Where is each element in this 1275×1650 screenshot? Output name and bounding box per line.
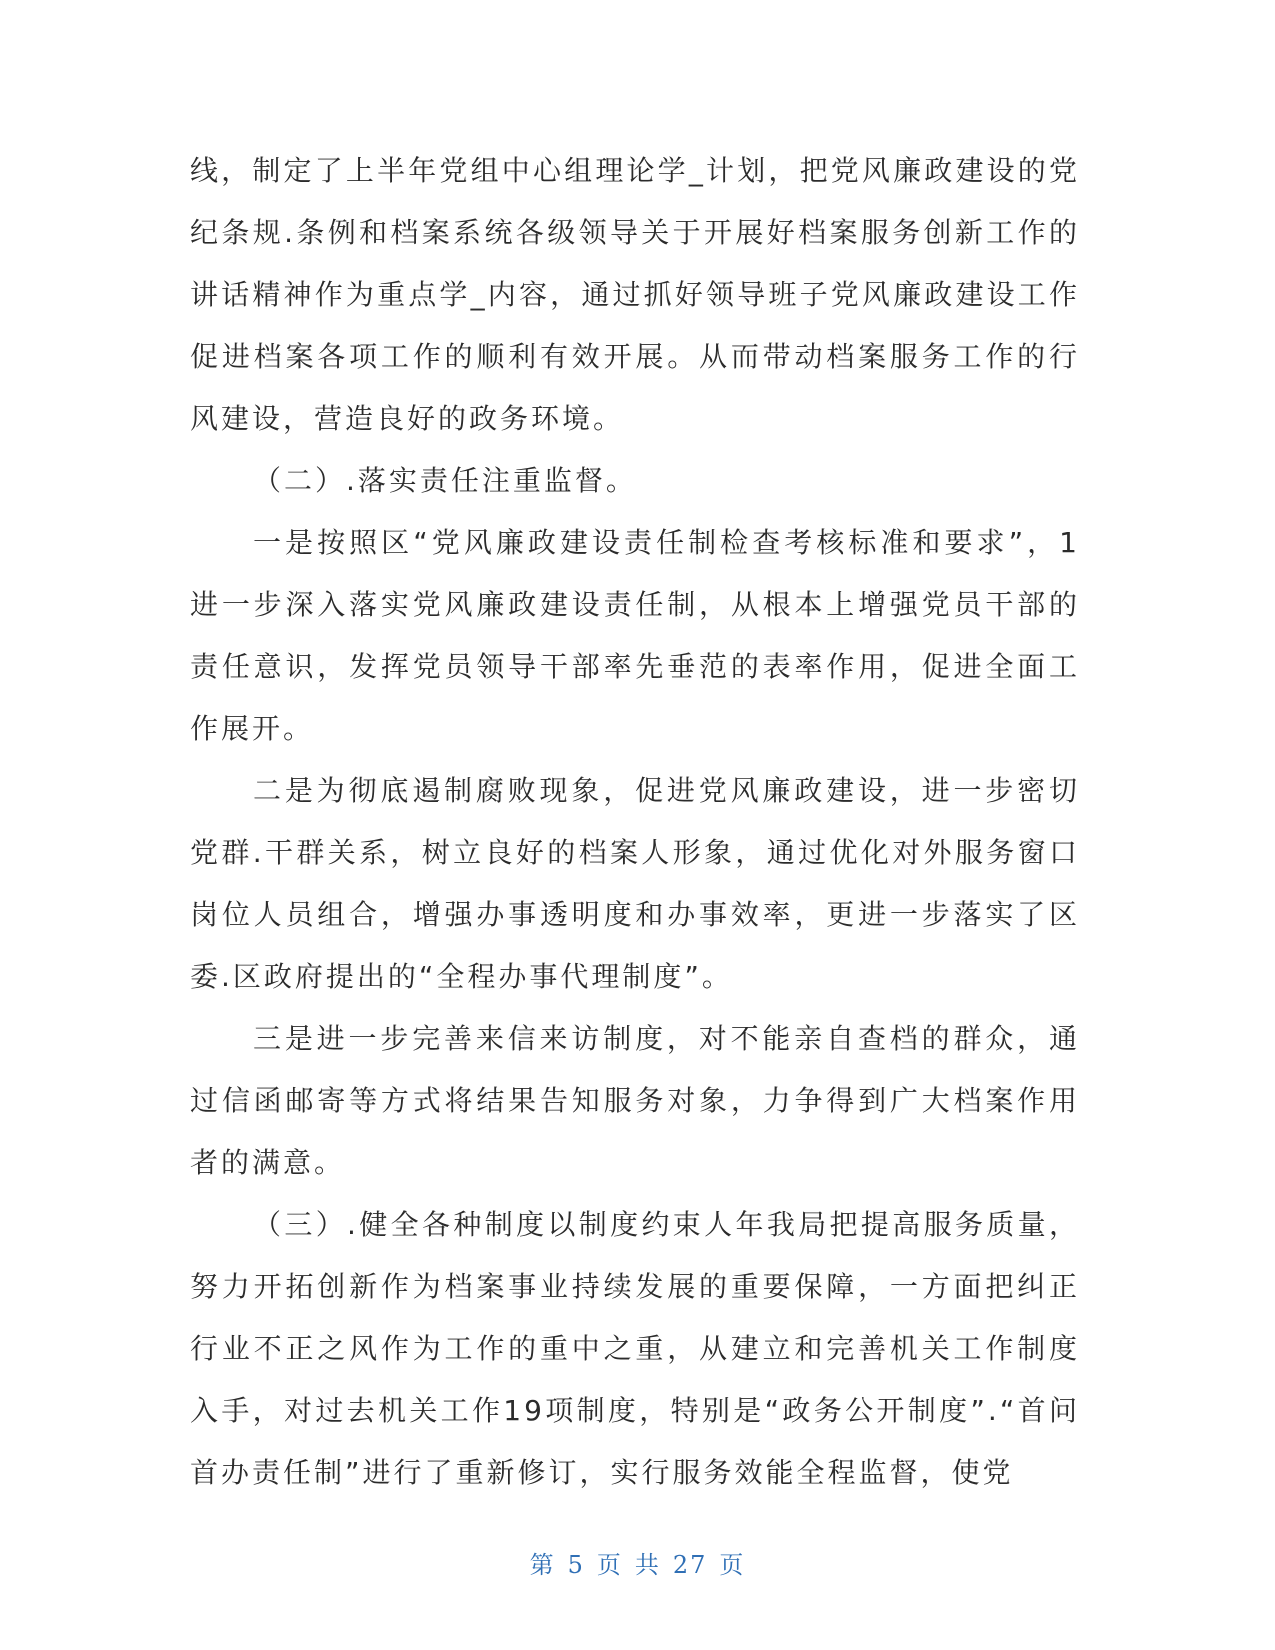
footer-total-pages: 27 (672, 1551, 708, 1579)
paragraph-item-three: 三是进一步完善来信来访制度，对不能亲自查档的群众，通过信函邮寄等方式将结果告知服务对象，力争得到广大档案作用者的满意。 (190, 1022, 1080, 1179)
footer-current-page: 5 (567, 1551, 585, 1579)
footer-total-label: 共 (634, 1551, 661, 1579)
paragraph-item-one: 一是按照区“党风廉政建设责任制检查考核标准和要求”，1进一步深入落实党风廉政建设责任制，从根本上增强党员干部的责任意识，发挥党员领导干部率先垂范的表率作用，促进全面工作展开。 (190, 526, 1080, 745)
section-heading-three: （三）.健全各种制度以制度约束人年我局把提高服务质量，努力开拓创新作为档案事业持续发展的重要保障，一方面把纠正行业不正之风作为工作的重中之重，从建立和完善机关工作制度入手，对过去机关工作19项制度，特别是“政务公开制度”.“首问首办责任制”进行了重新修订，实行服务效能全程监督，使党 (190, 1208, 1080, 1489)
footer-prefix: 第 (529, 1551, 556, 1579)
paragraph-item-two: 二是为彻底遏制腐败现象，促进党风廉政建设，进一步密切党群.干群关系，树立良好的档案人形象，通过优化对外服务窗口岗位人员组合，增强办事透明度和办事效率，更进一步落实了区委.区政府提出的“全程办事代理制度”。 (190, 774, 1080, 993)
document-body (190, 140, 1080, 1504)
footer-page-label: 页 (596, 1551, 623, 1579)
paragraph-continuation: 线，制定了上半年党组中心组理论学_计划，把党风廉政建设的党纪条规.条例和档案系统各级领导关于开展好档案服务创新工作的讲话精神作为重点学_内容，通过抓好领导班子党风廉政建设工作促进档案各项工作的顺利有效开展。从而带动档案服务工作的行风建设，营造良好的政务环境。 (190, 154, 1080, 435)
page-footer (0, 1545, 1275, 1580)
section-heading-two: （二）.落实责任注重监督。 (253, 464, 637, 497)
footer-suffix: 页 (719, 1551, 746, 1579)
